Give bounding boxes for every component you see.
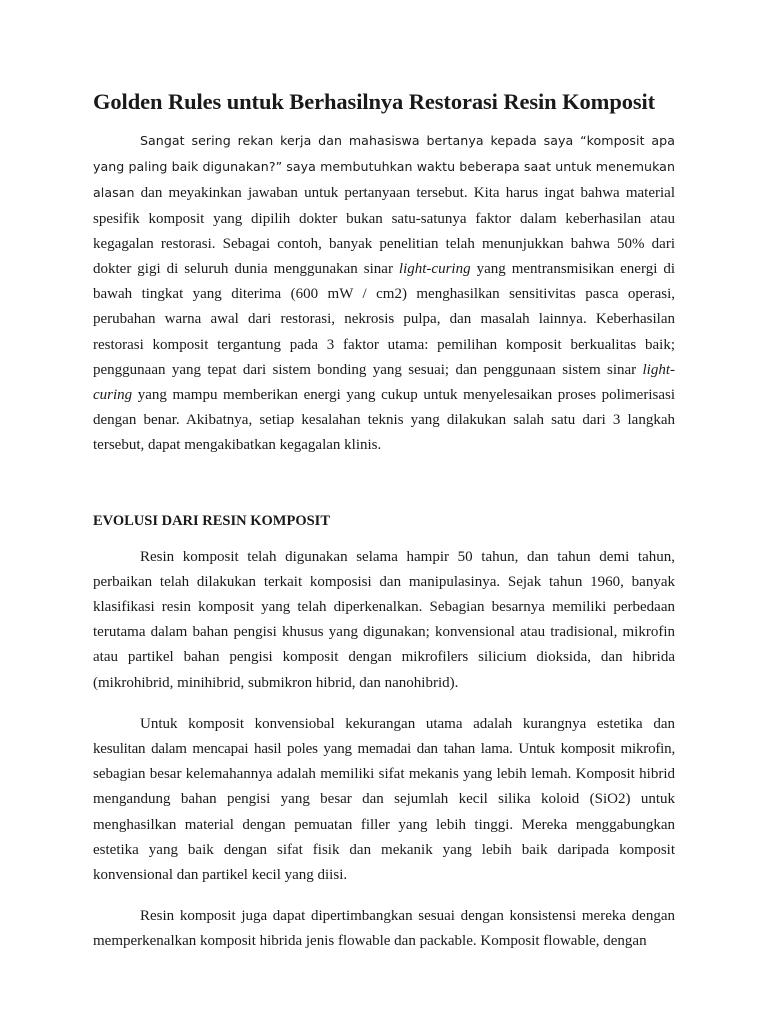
section-heading: EVOLUSI DARI RESIN KOMPOSIT <box>93 512 330 529</box>
intro-italic-term-1: light-curing <box>398 261 471 278</box>
evolution-paragraph-2-end: sebagian besar kelemahannya adalah memiliki sifat mekanis yang lebih lemah. Komposit hibrid mengandung bahan pengisi yang besar dan sejumlah kecil silika koloid (SiO2) untuk menghasilkan material dengan pemuatan filler yang lebih tinggi. Mereka menggabungkan estetika yang baik dengan sifat fisik dan mekanik yang lebih baik daripada komposit konvensional dan partikel kecil yang diisi. <box>93 766 675 884</box>
intro-paragraph <box>93 128 675 459</box>
intro-text-part-3: yang mampu memberikan energi yang cukup untuk menyelesaikan proses polimerisasi dengan benar. Akibatnya, setiap kesalahan teknis yang dilakukan salah satu dari 3 langkah tersebut, dapat mengakibatkan kegagalan klinis. <box>93 387 675 454</box>
intro-mono-text: Sangat sering rekan kerja dan mahasiswa bertanya kepada saya “komposit apa yang paling baik digunakan?” saya membutuhkan waktu beberapa saat untuk menemukan alasan <box>93 133 675 201</box>
intro-text-part-1: dan meyakinkan jawaban untuk pertanyaan tersebut. Kita harus ingat bahwa material spesifik komposit yang dipilih dokter bukan satu-satunya faktor dalam keberhasilan atau kegagalan restorasi. Sebagai contoh, banyak penelitian telah menunjukkan bahwa 50% dari dokter gigi di seluruh dunia menggunakan sinar <box>93 185 675 278</box>
document-page <box>93 0 675 955</box>
evolution-paragraph-1: Resin komposit telah digunakan selama hampir 50 tahun, dan tahun demi tahun, perbaikan telah dilakukan terkait komposisi dan manipulasinya. Sejak tahun 1960, banyak klasifikasi resin komposit yang telah diperkenalkan. Sebagian besarnya memiliki perbedaan terutama dalam bahan pengisi khusus yang digunakan; konvensional atau tradisional, mikrofin atau partikel bahan pengisi komposit dengan mikrofilers silicium dioksida, dan hibrida (mikrohibrid, minihibrid, submikron hibrid, dan nanohibrid). <box>93 548 675 691</box>
intro-italic-term-2: light-curing <box>93 361 675 404</box>
evolution-paragraph-2 <box>93 712 675 888</box>
evolution-paragraph-3: Resin komposit juga dapat dipertimbangkan sesuai dengan konsistensi mereka dengan memperkenalkan komposit hibrida jenis flowable dan packable. Komposit flowable, dengan <box>93 908 675 950</box>
document-title: Golden Rules untuk Berhasilnya Restorasi Resin Komposit <box>93 89 656 114</box>
intro-text-part-2: yang mentransmisikan energi di bawah tingkat yang diterima (600 mW / cm2) menghasilkan sensitivitas pasca operasi, perubahan warna awal dari restorasi, nekrosis pulpa, dan masalah lainnya. Keberhasilan restorasi komposit tergantung pada 3 faktor utama: pemilihan komposit berkualitas baik; penggunaan yang tepat dari sistem bonding yang sesuai; dan penggunaan sistem sinar <box>93 261 675 378</box>
evolution-paragraph-2-start: Untuk komposit konvensiobal kekurangan utama adalah kurangnya estetika dan <box>140 715 675 732</box>
evolution-paragraph-2-tight-line: kesulitan dalam mencapai hasil poles yang memadai dan tahan lama. Untuk komposit mikrofin, <box>93 741 675 758</box>
